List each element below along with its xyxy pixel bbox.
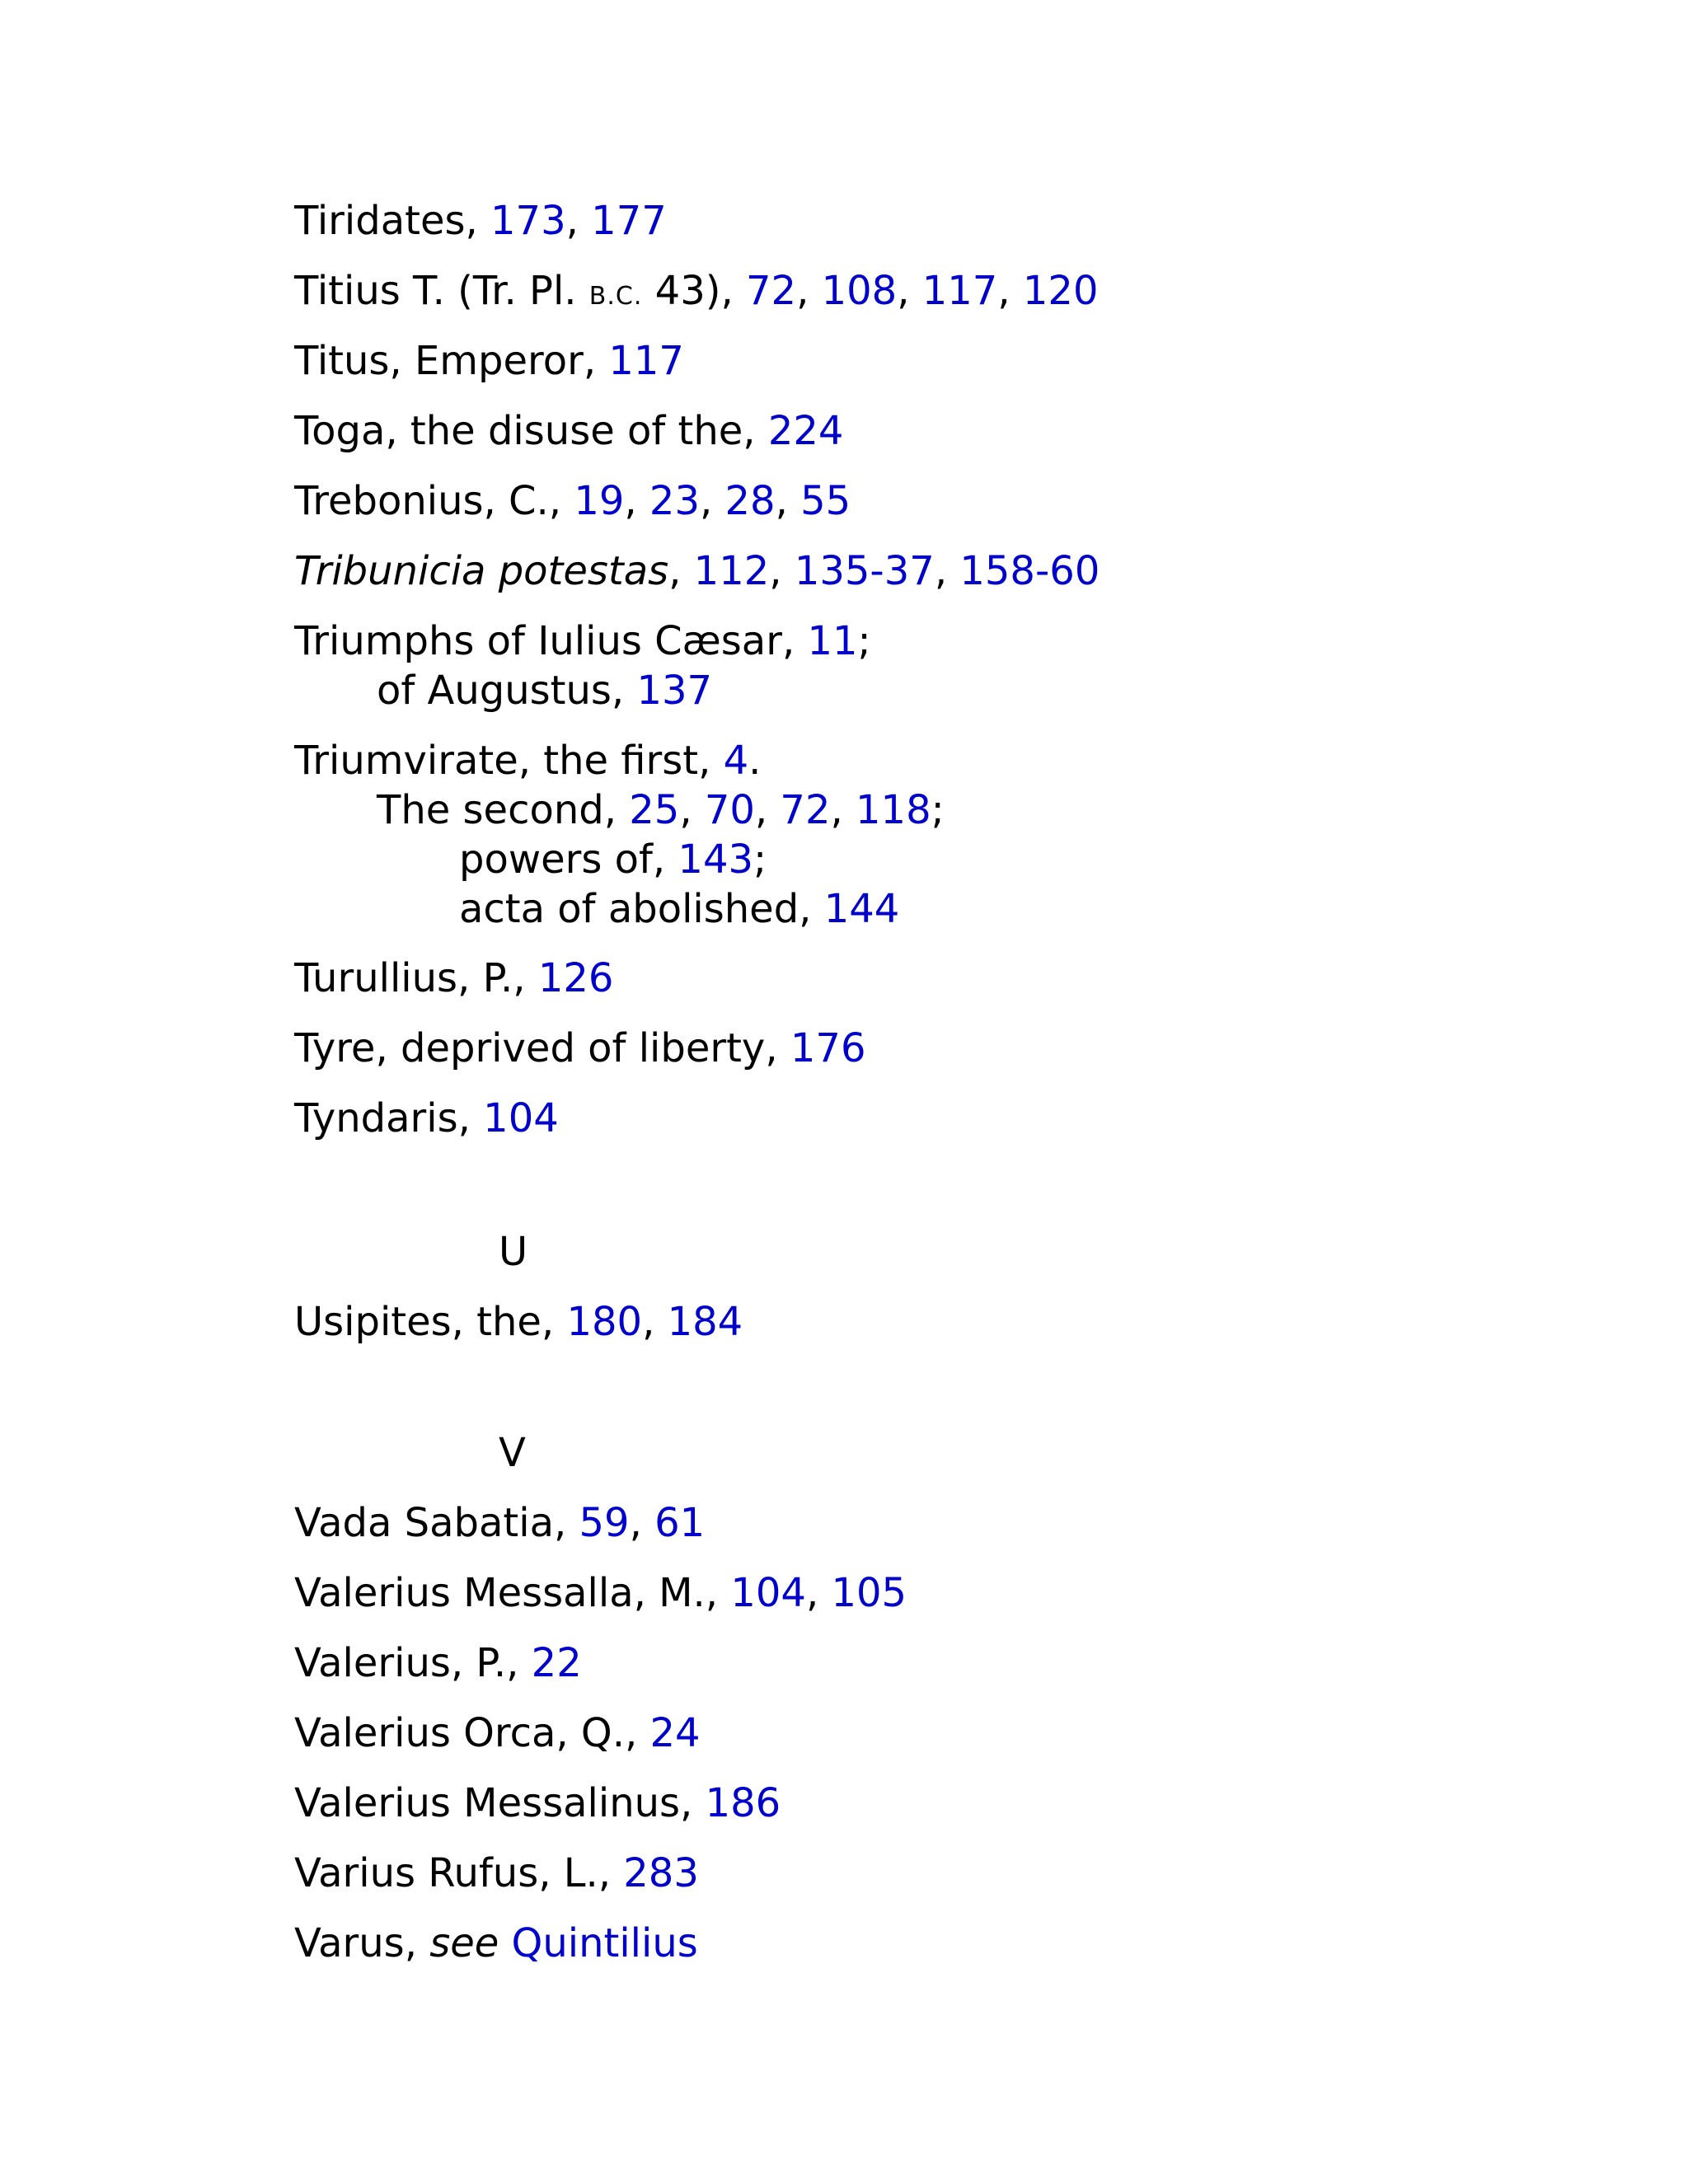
page-link[interactable]: 120 — [1022, 268, 1099, 314]
page-link[interactable]: 61 — [654, 1500, 706, 1546]
entry-term-rest: 43), — [642, 268, 746, 314]
entry-line — [294, 616, 871, 666]
entry-term: Triumvirate, the first, — [294, 738, 724, 784]
page-link[interactable]: 173 — [490, 198, 566, 244]
index-entry-tiridates: Tiridates, 173, 177 — [294, 198, 667, 244]
page-link[interactable]: 283 — [623, 1850, 699, 1896]
index-entry-tyre — [294, 1024, 865, 1073]
era-abbrev: B.C. — [588, 282, 643, 311]
entry-term: Valerius Orca, Q., — [294, 1710, 650, 1756]
entry-term: Tiridates, — [294, 198, 491, 244]
entry-term: Valerius, P., — [294, 1640, 532, 1686]
sub-sub-entry — [294, 884, 945, 934]
page-link[interactable]: 224 — [767, 408, 844, 454]
page-link[interactable]: 176 — [790, 1025, 866, 1071]
page-link[interactable]: 118 — [856, 787, 931, 833]
entry-term: Valerius Messalla, M., — [294, 1570, 731, 1616]
index-entry-titius: Titius T. (Tr. Pl. B.C. 43), 72, 108, 117, 120 — [294, 268, 1099, 314]
page-link[interactable]: 184 — [667, 1299, 743, 1345]
entry-term: Tyre, deprived of liberty, — [294, 1025, 790, 1071]
page-link[interactable]: 105 — [831, 1570, 907, 1616]
page-link[interactable]: 117 — [921, 268, 998, 314]
page-link[interactable]: 25 — [629, 787, 680, 833]
page-link[interactable]: 135-37 — [794, 548, 935, 594]
entry-term: Valerius Messalinus, — [294, 1780, 706, 1826]
entry-term: Turullius, P., — [294, 955, 538, 1001]
page-link[interactable]: 143 — [678, 837, 754, 883]
entry-term: Trebonius, C., — [294, 478, 574, 524]
index-entry-usipites: Usipites, the, 180, 184 — [294, 1299, 743, 1345]
entry-punct: ; — [931, 787, 945, 833]
page-link[interactable]: 177 — [591, 198, 667, 244]
see-reference-link[interactable]: Quintilius — [511, 1920, 698, 1966]
index-entry-triumphs — [294, 616, 871, 715]
index-entry-varus — [294, 1919, 698, 1968]
sub-entry — [294, 666, 871, 715]
entry-term: Varus, — [294, 1920, 430, 1966]
entry-term-italic: Tribunicia potestas — [294, 548, 669, 594]
index-entry-triumvirate — [294, 736, 945, 934]
entry-punct: ; — [857, 618, 871, 664]
page-link[interactable]: 55 — [800, 478, 851, 524]
page-link[interactable]: 137 — [636, 668, 713, 714]
section-letter-v: V — [499, 1430, 526, 1476]
page-link[interactable]: 144 — [823, 886, 900, 932]
index-entry-valerius-orca — [294, 1708, 701, 1758]
page-link[interactable]: 117 — [608, 338, 684, 384]
page-link[interactable]: 126 — [537, 955, 614, 1001]
entry-term: , — [668, 548, 694, 594]
sub-sub-entry — [294, 835, 945, 884]
index-entry-tyndaris — [294, 1094, 559, 1143]
page-link[interactable]: 59 — [579, 1500, 630, 1546]
index-entry-valerius-p — [294, 1638, 582, 1688]
page-link[interactable]: 70 — [704, 787, 755, 833]
see-reference-label: see — [429, 1920, 499, 1966]
page-link[interactable]: 22 — [531, 1640, 582, 1686]
index-entry-turullius — [294, 954, 613, 1003]
entry-term: Vada Sabatia, — [294, 1500, 579, 1546]
section-letter-u: U — [499, 1229, 528, 1275]
entry-term: Toga, the disuse of the, — [294, 408, 768, 454]
page-link[interactable]: 186 — [705, 1780, 781, 1826]
page-link[interactable]: 11 — [807, 618, 858, 664]
page-link[interactable]: 4 — [723, 738, 749, 784]
index-entry-toga — [294, 406, 843, 456]
page-link[interactable]: 108 — [821, 268, 898, 314]
entry-term: The second, — [377, 787, 630, 833]
page-link[interactable]: 24 — [649, 1710, 701, 1756]
page-link[interactable]: 72 — [745, 268, 797, 314]
index-entry-valerius-messalla: Valerius Messalla, M., 104, 105 — [294, 1570, 907, 1616]
page-link[interactable]: 158-60 — [959, 548, 1100, 594]
entry-punct: . — [748, 738, 762, 784]
page-link[interactable]: 180 — [566, 1299, 643, 1345]
index-entry-tribunicia-potestas: Tribunicia potestas, 112, 135-37, 158-60 — [294, 548, 1100, 594]
entry-term: Titius T. (Tr. Pl. — [294, 268, 589, 314]
index-entry-varius-rufus — [294, 1849, 699, 1898]
page-link[interactable]: 104 — [730, 1570, 806, 1616]
entry-term: Triumphs of Iulius Cæsar, — [294, 618, 808, 664]
entry-term: Varius Rufus, L., — [294, 1850, 624, 1896]
entry-term: powers of, — [459, 837, 678, 883]
page-link[interactable]: 112 — [693, 548, 770, 594]
entry-punct: ; — [753, 837, 767, 883]
index-entry-titus — [294, 336, 684, 386]
entry-term: Titus, Emperor, — [294, 338, 609, 384]
entry-line — [294, 736, 945, 785]
page-link[interactable]: 72 — [780, 787, 831, 833]
page-link[interactable]: 19 — [574, 478, 625, 524]
entry-term: of Augustus, — [377, 668, 637, 714]
page-link[interactable]: 23 — [649, 478, 700, 524]
entry-term: Usipites, the, — [294, 1299, 567, 1345]
entry-term: Tyndaris, — [294, 1095, 484, 1141]
entry-term: acta of abolished, — [459, 886, 824, 932]
index-entry-valerius-messalinus — [294, 1779, 781, 1828]
page-link[interactable]: 104 — [483, 1095, 559, 1141]
sub-entry: The second, 25, 70, 72, 118; — [377, 787, 945, 833]
page-link[interactable]: 28 — [724, 478, 776, 524]
index-entry-vada-sabatia: Vada Sabatia, 59, 61 — [294, 1500, 706, 1546]
index-entry-trebonius: Trebonius, C., 19, 23, 28, 55 — [294, 478, 851, 524]
